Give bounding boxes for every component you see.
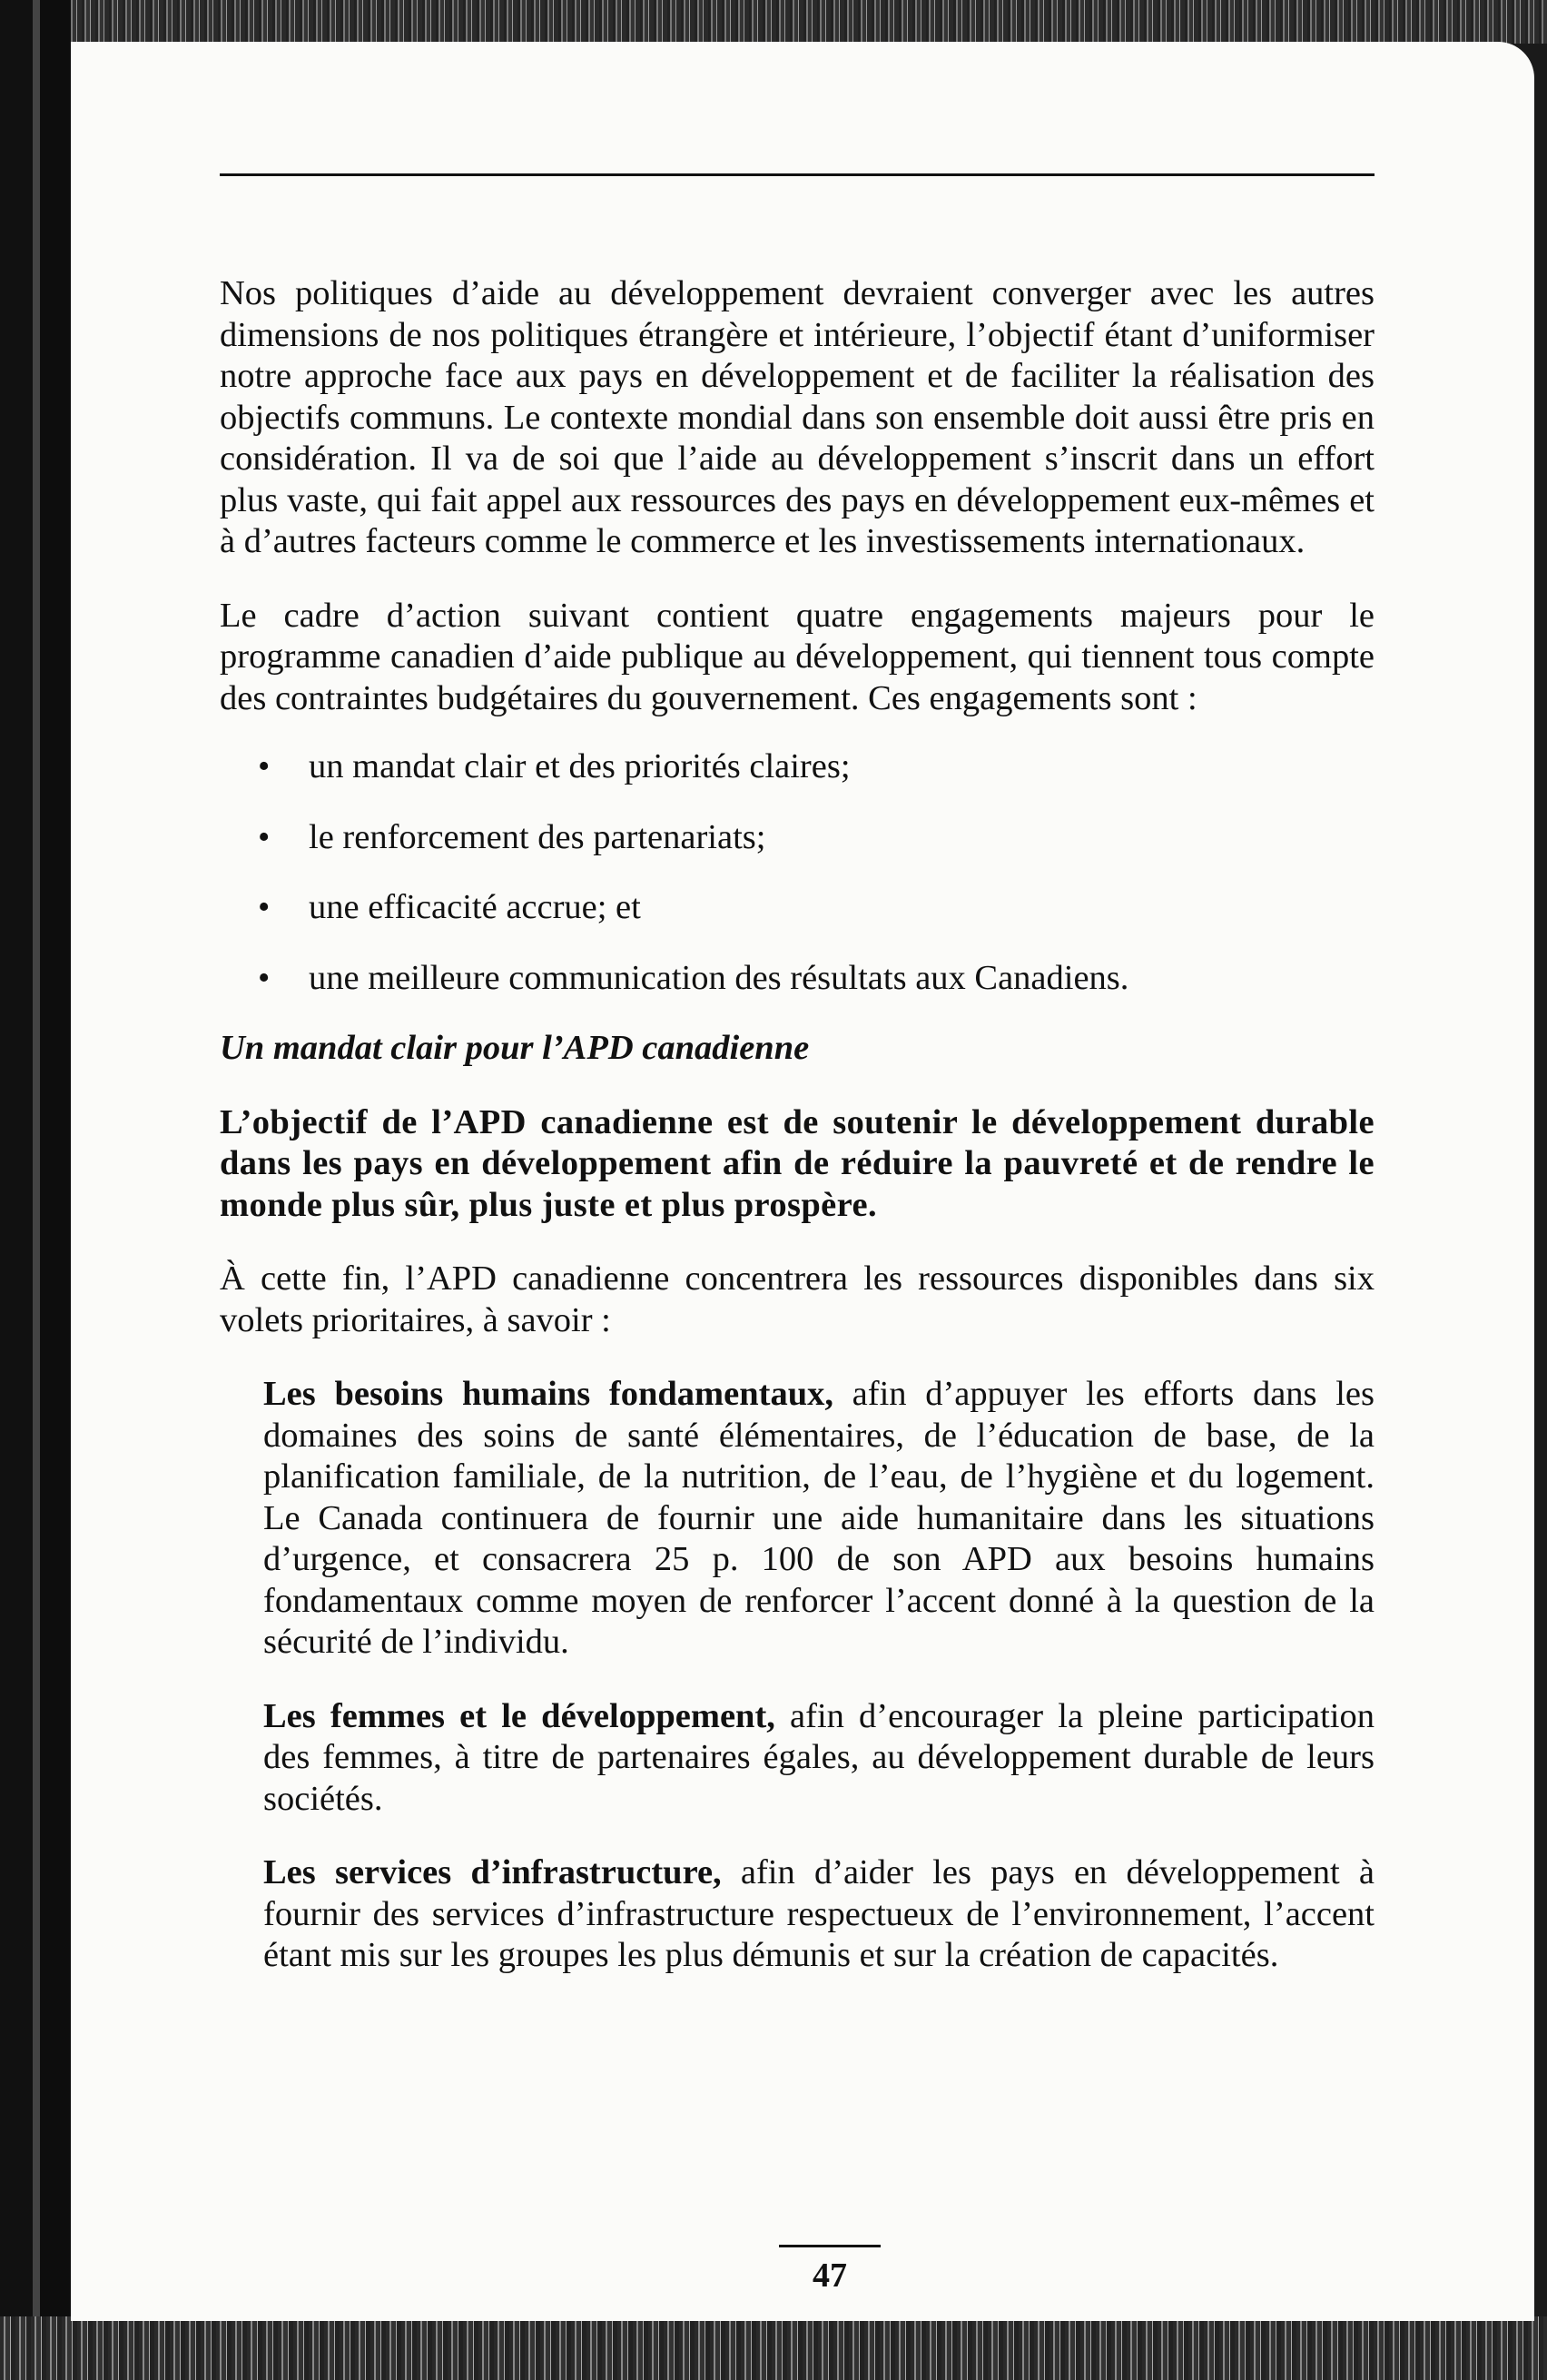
priority-title: Les besoins humains fondamentaux, <box>263 1375 833 1413</box>
page-number: 47 <box>813 2257 847 2295</box>
bullet-icon: • <box>258 888 271 926</box>
list-item <box>220 887 1375 929</box>
objective-statement: L’objectif de l’APD canadienne est de soutenir le développement durable dans les pays en développement afin de réduire la pauvreté et de rendre le monde plus sûr, plus juste et plus prospère. <box>220 1102 1375 1224</box>
paragraph-framework: Le cadre d’action suivant contient quatre engagements majeurs pour le programme canadien d’aide publique au développement, qui tiennent tous compte des contraintes budgétaires du gouvernement. Ces engagements sont : <box>220 596 1375 717</box>
header-rule <box>220 173 1375 176</box>
priority-title: Les services d’infrastructure, <box>263 1853 722 1891</box>
list-item-text: un mandat clair et des priorités claires; <box>309 747 851 785</box>
section-heading: Un mandat clair pour l’APD canadienne <box>220 1029 810 1067</box>
book-binding-edge <box>0 0 71 2380</box>
list-item-text: une meilleure communication des résultats aux Canadiens. <box>309 958 1129 997</box>
list-item-text: une efficacité accrue; et <box>309 888 641 926</box>
bullet-icon: • <box>258 817 271 856</box>
document-page <box>71 42 1534 2321</box>
list-item <box>220 958 1375 1000</box>
priority-title: Les femmes et le développement, <box>263 1696 775 1735</box>
bullet-icon: • <box>258 747 271 785</box>
priority-infrastructure <box>220 1852 1375 1977</box>
priority-text: afin d’encourager la pleine participation des femmes, à titre de partenaires égales, au développement durable de leurs sociétés. <box>263 1696 1375 1818</box>
priority-women-development <box>220 1696 1375 1821</box>
scan-noise-bottom <box>0 2316 1547 2380</box>
priority-text: afin d’appuyer les efforts dans les domaines des soins de santé élémentaires, de l’éducation de base, de la planification familiale, de la nutrition, de l’eau, de l’hygiène et du logement. Le Canada continuera de fournir une aide humanitaire dans les situations d’urgence, et consacrera 25 p. 100 de son APD aux besoins humains fondamentaux comme moyen de renforcer l’accent donné à la question de la sécurité de l’individu. <box>263 1375 1375 1661</box>
commitments-list <box>220 746 1375 999</box>
bullet-icon: • <box>258 958 271 997</box>
scan-noise-top <box>0 0 1547 44</box>
list-item-text: le renforcement des partenariats; <box>309 817 766 856</box>
page-content <box>220 273 1375 2010</box>
list-item <box>220 817 1375 859</box>
priority-text: afin d’aider les pays en développement à fournir des services d’infrastructure respectueux de l’environnement, l’accent étant mis sur les groupes les plus démunis et sur la création de capacités. <box>263 1853 1375 1974</box>
priorities-intro: À cette fin, l’APD canadienne concentrera les ressources disponibles dans six volets prioritaires, à savoir : <box>220 1259 1375 1339</box>
priority-basic-needs <box>220 1374 1375 1664</box>
list-item <box>220 746 1375 788</box>
footer-rule <box>779 2245 881 2247</box>
paragraph-aid-policy: Nos politiques d’aide au développement devraient converger avec les autres dimensions de nos politiques étrangère et intérieure, l’objectif étant d’uniformiser notre approche face aux pays en développement et de faciliter la réalisation des objectifs communs. Le contexte mondial dans son ensemble doit aussi être pris en considération. Il va de soi que l’aide au développement s’inscrit dans un effort plus vaste, qui fait appel aux ressources des pays en développement eux-mêmes et à d’autres facteurs comme le commerce et les investissements internationaux. <box>220 274 1375 560</box>
